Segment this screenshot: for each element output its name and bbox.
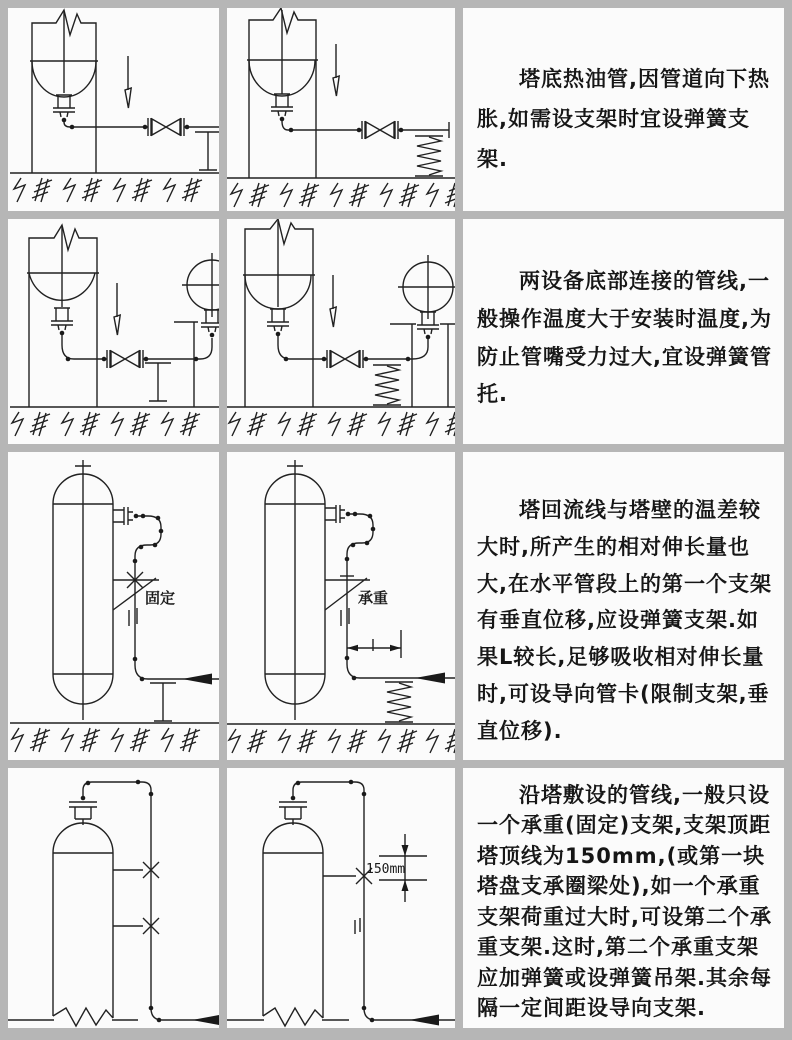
column-centerline <box>287 460 303 720</box>
ground-hatch-icon <box>231 183 269 207</box>
pipe-run <box>83 782 219 1020</box>
fixed-support-label: 固定 <box>145 589 176 607</box>
diagram-cell-r4-middle <box>227 768 455 1028</box>
ground-hatch-icon <box>379 412 417 436</box>
piping-diagram-r1-original <box>8 8 219 211</box>
bottom-nozzle-icon <box>271 94 293 121</box>
spring-support-icon <box>415 136 443 176</box>
piping-diagram-r1-recommended <box>227 8 455 211</box>
piping-diagram-r4-recommended <box>227 768 455 1028</box>
flow-arrow-icon <box>182 674 212 685</box>
tower-break-line <box>53 1008 113 1026</box>
gate-valve-icon <box>362 121 398 139</box>
ground-hatch-icon <box>162 412 200 436</box>
pipe-break-marks <box>341 608 349 626</box>
ground-hatch-icon <box>381 183 419 207</box>
ground-hatch-icon <box>12 728 50 752</box>
ground-hatch-icon <box>62 412 100 436</box>
column-centerline <box>75 460 91 720</box>
ground-hatch-icon <box>379 729 417 753</box>
tower-dome <box>263 823 323 853</box>
ground-hatch-icon <box>229 412 267 436</box>
movement-arrow-icon <box>330 275 336 327</box>
side-nozzle-icon <box>113 507 138 525</box>
piping-diagram-r2-original <box>8 219 219 444</box>
guide-support-marks <box>355 918 360 934</box>
rigid-support-icon <box>145 363 171 401</box>
ground-hatch-icon <box>329 729 367 753</box>
diagram-cell-r3-middle <box>227 452 455 760</box>
ground-hatch-icon <box>427 729 455 753</box>
diagram-cell-r1-middle <box>227 8 455 211</box>
piping-diagram-r4-original <box>8 768 219 1028</box>
ground-hatch-icon <box>64 178 102 202</box>
note-text: 沿塔敷设的管线,一般只设一个承重(固定)支架,支架顶距塔顶线为150mm,(或第一块塔盘支承圈梁处),如一个承重支架荷重过大时,可设第二个承重支架.这时,第二个承重支架应加弹簧或设弹簧吊架.其余每隔一定间距设导向支架. <box>477 783 772 1021</box>
ground-hatch-icon <box>164 178 202 202</box>
tower-sides <box>263 853 323 1018</box>
ground-hatch-icon <box>112 728 150 752</box>
ground-hatch-icon <box>114 178 152 202</box>
movement-arrow-icon <box>333 44 339 96</box>
bottom-nozzle-icon <box>201 310 219 337</box>
movement-arrow-icon <box>125 56 131 108</box>
ground-hatch-icon <box>62 728 100 752</box>
note-text: 两设备底部连接的管线,一般操作温度大于安装时温度,为防止管嘴受力过大,宜设弹簧管托. <box>477 269 772 407</box>
ground-hatch-icon <box>427 183 455 207</box>
note-cell-r1 <box>463 8 784 211</box>
dimension-lines <box>347 630 401 658</box>
gate-valve-icon <box>107 350 143 368</box>
vessel-head <box>27 273 99 300</box>
ground-hatch-icon <box>12 412 50 436</box>
piping-diagram-r3-original <box>8 452 219 760</box>
ground-hatch-icon <box>279 412 317 436</box>
ground-hatch-icon <box>112 412 150 436</box>
note-cell-r4 <box>463 768 784 1028</box>
diagram-cell-r2-left <box>8 219 219 444</box>
pipe-break-marks <box>129 608 137 626</box>
ground-hatch-icon <box>279 729 317 753</box>
gate-valve-icon <box>148 118 184 136</box>
side-nozzle-icon <box>325 505 350 523</box>
guide-support-mark <box>113 918 159 934</box>
diagram-cell-r3-left <box>8 452 219 760</box>
spring-support-icon <box>373 365 401 405</box>
flow-arrow-icon <box>415 673 445 684</box>
tower-skirt <box>245 219 313 407</box>
load-bearing-support-label: 承重 <box>358 589 389 607</box>
rigid-support-icon <box>195 132 219 170</box>
spring-support-icon <box>385 682 413 722</box>
note-text: 塔底热油管,因管道向下热胀,如需设支架时宜设弹簧支架. <box>477 67 770 171</box>
diagram-cell-r2-middle <box>227 219 455 444</box>
drum-centerlines <box>398 255 455 319</box>
diagram-table <box>8 8 784 1028</box>
ground-hatch-icon <box>229 729 267 753</box>
tower-break-line <box>263 1008 323 1026</box>
vessel-head <box>243 275 315 309</box>
diagram-cell-r1-left <box>8 8 219 211</box>
ground-hatch-icon <box>329 412 367 436</box>
note-cell-r3 <box>463 452 784 760</box>
ground-hatch-icon <box>281 183 319 207</box>
pipe-run <box>293 782 455 1020</box>
gate-valve-icon <box>327 350 363 368</box>
tower-dome <box>53 823 113 853</box>
pipe-run <box>278 336 428 359</box>
top-valve-icon <box>69 796 97 825</box>
pipe-run <box>64 122 219 127</box>
dimension-label: 150mm <box>366 862 406 877</box>
tower-skirt <box>29 225 97 407</box>
note-text: 塔回流线与塔壁的温差较大时,所产生的相对伸长量也大,在水平管段上的第一个支架有垂直位移,应设弹簧支架.如果L较长,足够吸收相对伸长量时,可设导向管卡(限制支架,垂直位移). <box>477 498 772 743</box>
tower-sides <box>53 853 113 1018</box>
flow-arrow-icon <box>409 1015 439 1026</box>
rigid-support-icon <box>150 683 176 721</box>
ground-hatch-icon <box>162 728 200 752</box>
bottom-nozzle-icon <box>267 309 289 336</box>
diagram-cell-r4-left <box>8 768 219 1028</box>
pipe-run <box>62 335 212 359</box>
flow-arrow-icon <box>192 1015 219 1026</box>
ground-hatch-icon <box>427 412 455 436</box>
guide-support-mark <box>113 862 159 878</box>
bottom-nozzle-icon <box>51 308 73 335</box>
note-cell-r2 <box>463 219 784 444</box>
piping-diagram-r3-recommended <box>227 452 455 760</box>
piping-diagram-r2-recommended <box>227 219 455 444</box>
top-valve-icon <box>279 796 307 825</box>
movement-arrow-icon <box>114 283 120 335</box>
ground-hatch-icon <box>331 183 369 207</box>
ground-hatch-icon <box>14 178 52 202</box>
bottom-nozzle-icon <box>53 95 75 122</box>
